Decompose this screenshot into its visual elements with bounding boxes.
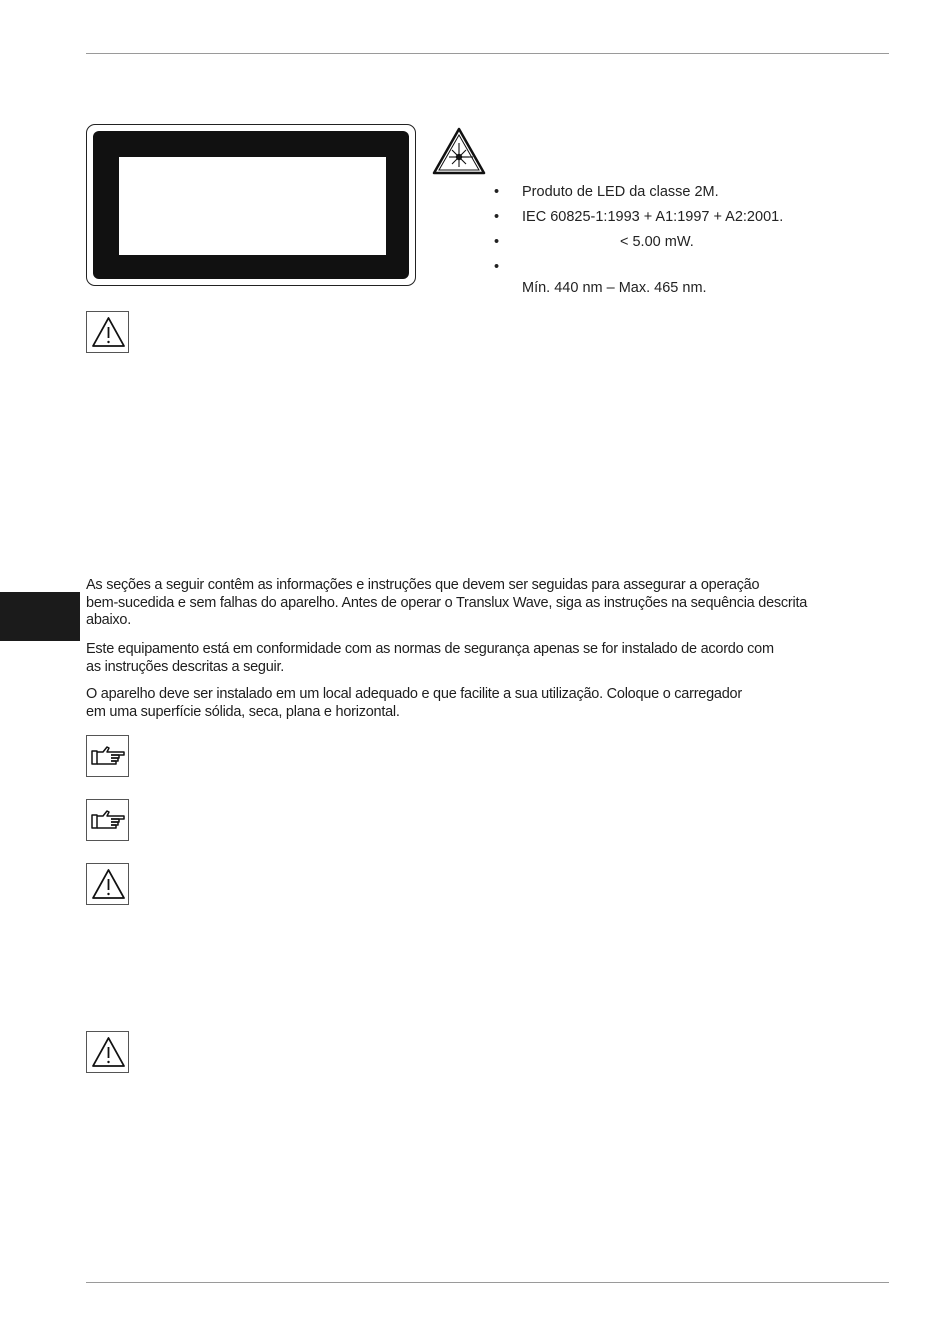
list-item: • Mín. 440 nm – Max. 465 nm. bbox=[494, 259, 707, 296]
list-item: • < 5.00 mW. bbox=[494, 234, 694, 250]
list-item: • Produto de LED da classe 2M. bbox=[494, 184, 719, 200]
header-rule bbox=[86, 53, 889, 54]
paragraph: O aparelho deve ser instalado em um local adequado e que facilite a sua utilização. Coloque o carregador em uma superfície sólida, seca, plana e horizontal. bbox=[86, 686, 742, 720]
laser-warning-label bbox=[86, 124, 416, 286]
warning-triangle-icon bbox=[86, 311, 129, 353]
laser-spec-list bbox=[494, 184, 783, 305]
paragraph: As seções a seguir contêm as informações e instruções que devem ser seguidas para assegurar a operação bem-sucedida e sem falhas do aparelho. Antes de operar o Translux Wave, siga as instruções na sequência descrita abaixo. bbox=[86, 577, 808, 628]
warning-triangle-icon bbox=[86, 863, 129, 905]
pointing-hand-icon bbox=[86, 799, 129, 841]
label-border bbox=[93, 131, 409, 279]
warning-triangle-icon bbox=[86, 1031, 129, 1073]
footer-rule bbox=[86, 1282, 889, 1283]
label-text-area bbox=[119, 157, 386, 255]
list-item: • IEC 60825-1:1993 + A1:1997 + A2:2001. bbox=[494, 209, 784, 225]
bullet-text: Produto de LED da classe 2M. bbox=[522, 184, 719, 200]
paragraph: Este equipamento está em conformidade com as normas de segurança apenas se for instalado de acordo com as instruções descritas a seguir. bbox=[86, 641, 774, 675]
bullet-text: IEC 60825-1:1993 + A1:1997 + A2:2001. bbox=[522, 209, 784, 225]
bullet-text: < 5.00 mW. bbox=[620, 234, 694, 250]
bullet-text: Mín. 440 nm – Max. 465 nm. bbox=[522, 280, 707, 296]
pointing-hand-icon bbox=[86, 735, 129, 777]
laser-hazard-icon bbox=[432, 127, 486, 175]
section-tab bbox=[0, 592, 80, 641]
